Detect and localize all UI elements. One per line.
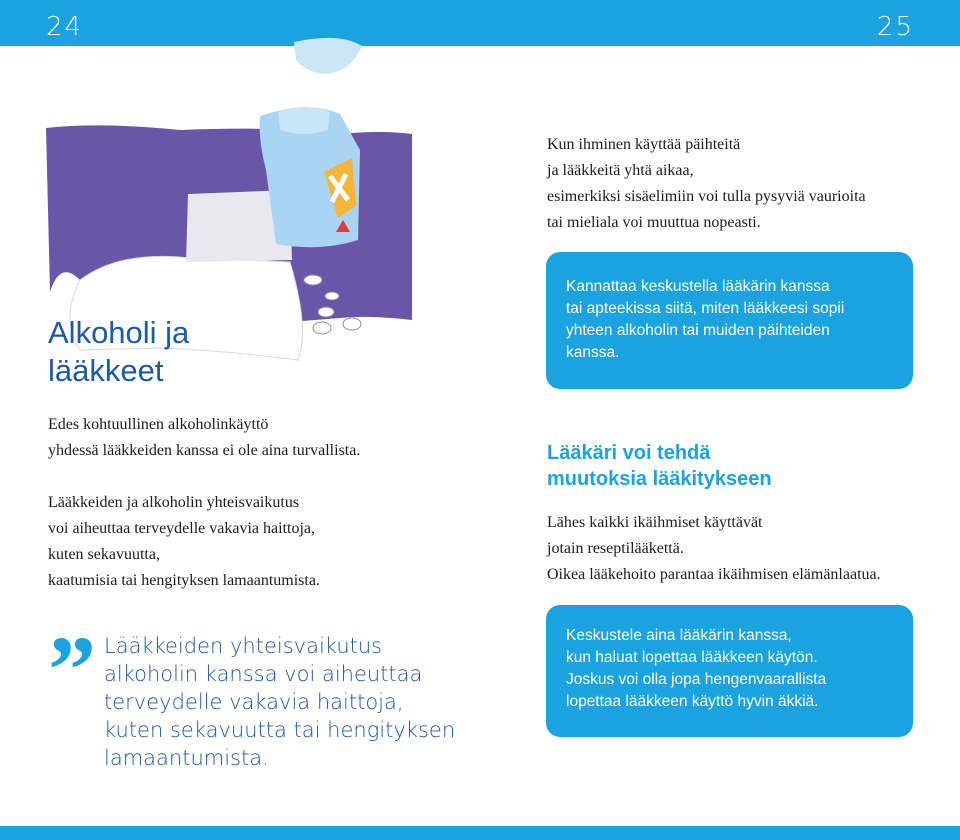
interaction-paragraph: Lääkkeiden ja alkoholin yhteisvaikutus voi aiheuttaa terveydelle vakavia haittoja, kuten sekavuutta, kaatumisia tai hengityksen lamaantumista. xyxy=(48,494,320,589)
pill xyxy=(325,292,339,300)
quote-mark-icon: ” xyxy=(48,616,96,723)
page-number-left: 24 xyxy=(46,12,84,42)
bottle-neck xyxy=(278,107,330,134)
pull-quote: Lääkkeiden yhteisvaikutus alkoholin kanssa voi aiheuttaa terveydelle vakavia haittoja, kuten sekavuutta tai hengityksen lamaantumista. xyxy=(104,634,456,770)
intro-paragraph: Edes kohtuullinen alkoholinkäyttö yhdessä lääkkeiden kanssa ei ole aina turvallista. xyxy=(48,416,361,459)
prescription-paragraph: Lähes kaikki ikäihmiset käyttävät jotain reseptilääkettä. Oikea lääkehoito parantaa ikäihmisen elämänlaatua. xyxy=(547,514,881,583)
pill xyxy=(304,275,322,285)
footer-bar xyxy=(0,826,960,840)
right-intro-paragraph: Kun ihminen käyttää päihteitä ja lääkkeitä yhtä aikaa, esimerkiksi sisäelimiin voi tulla pysyviä vaurioita tai mieliala voi muuttua nopeasti. xyxy=(547,136,866,231)
section-subheading: Lääkäri voi tehdä muutoksia lääkitykseen xyxy=(547,442,772,490)
cap-splash xyxy=(294,38,362,74)
advice-box-consult: Kannattaa keskustella lääkärin kanssa tai apteekissa siitä, miten lääkkeesi sopii yhteen alkoholin tai muiden päihteiden kanssa. xyxy=(546,252,913,389)
advice-box-stopping: Keskustele aina lääkärin kanssa, kun haluat lopettaa lääkkeen käytön. Joskus voi olla jopa hengenvaarallista lopettaa lääkkeen käyttö hyvin äkkiä. xyxy=(546,605,913,737)
pill xyxy=(318,307,334,317)
page-title: Alkoholi ja lääkkeet xyxy=(48,315,190,388)
pill xyxy=(313,322,331,334)
pill xyxy=(343,318,361,330)
page-number-right: 25 xyxy=(876,12,914,42)
